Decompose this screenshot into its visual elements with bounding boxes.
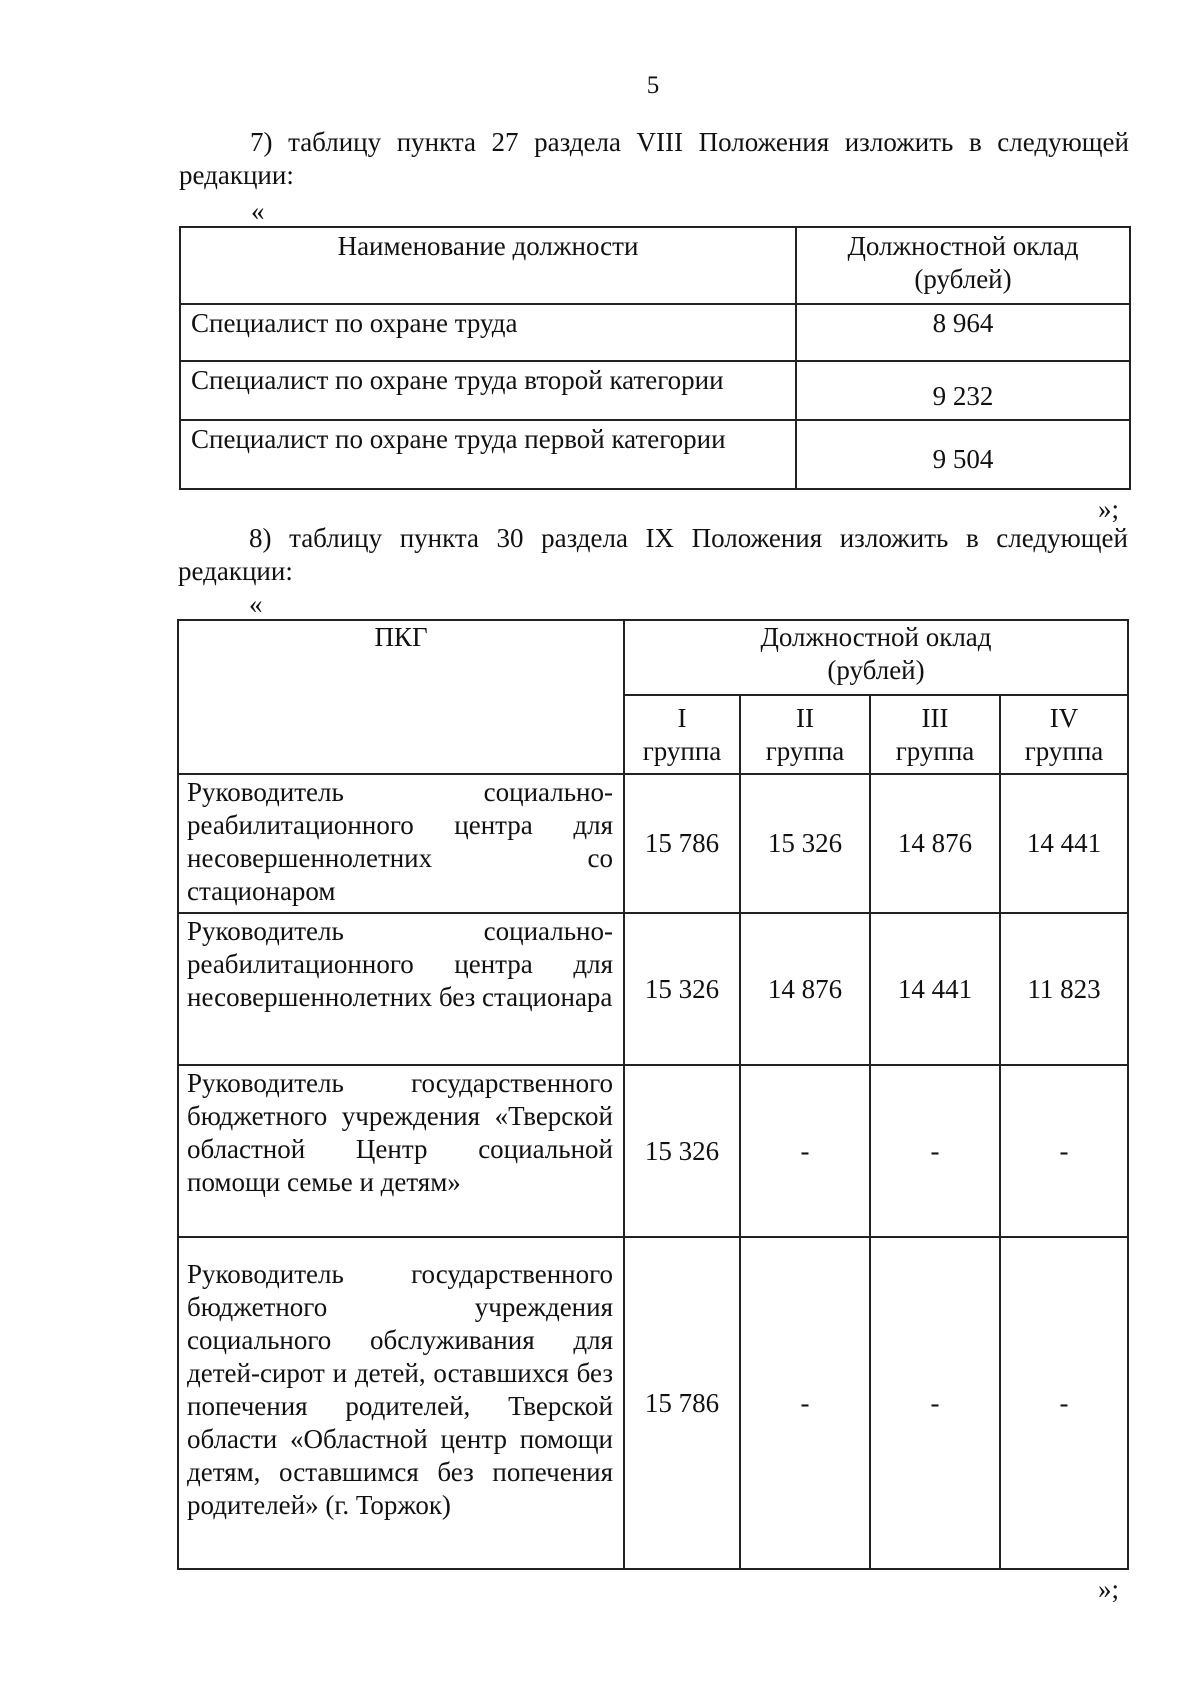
salary-value: - <box>740 1065 870 1237</box>
group-header-3 <box>870 695 1000 774</box>
table-row <box>178 1237 1128 1569</box>
section8-line1: 8) таблицу пункта 30 раздела IX Положения изложить в следующей <box>249 523 1128 553</box>
table-row <box>178 1065 1128 1237</box>
salary-value: 14 876 <box>870 774 1000 913</box>
section7-line2: редакции: <box>179 160 294 190</box>
group-word: группа <box>895 735 975 766</box>
group-word: группа <box>642 735 722 766</box>
salary-value: 15 326 <box>740 774 870 913</box>
table-header-row <box>180 227 1130 304</box>
pkg-salary-table <box>177 619 1129 1570</box>
column-header-salary <box>796 227 1130 304</box>
pkg-name: Руководитель государственного бюджетного учреждения «Тверской областной Центр социальной помощи семье и детям» <box>178 1065 624 1237</box>
page-number: 5 <box>646 72 660 99</box>
table-row <box>180 304 1130 361</box>
salary-value: 15 786 <box>624 774 740 913</box>
table-row <box>178 774 1128 913</box>
group-numeral: IV <box>1049 702 1079 733</box>
section7-line1: 7) таблицу пункта 27 раздела VIII Положения изложить в следующей <box>250 127 1129 157</box>
salary-value: 15 786 <box>624 1237 740 1569</box>
salary-value: 8 964 <box>796 304 1130 361</box>
column-header-pkg: ПКГ <box>178 620 624 774</box>
section7-close-quote: »; <box>1098 494 1120 524</box>
salary-value: 14 441 <box>870 913 1000 1065</box>
table-row <box>178 913 1128 1065</box>
section8-paragraph <box>178 522 1128 588</box>
salary-header-line2: (рублей) <box>914 264 1012 294</box>
group-numeral: III <box>921 702 949 733</box>
salary-value: 9 504 <box>796 420 1130 489</box>
section8-close-quote: »; <box>1098 1574 1120 1604</box>
salary-header-line1: Должностной оклад <box>760 622 992 652</box>
group-header-1 <box>624 695 740 774</box>
salary-value: 15 326 <box>624 913 740 1065</box>
group-header-2 <box>740 695 870 774</box>
table-header-row <box>178 620 1128 695</box>
salary-header-line1: Должностной оклад <box>847 231 1079 261</box>
salary-value: - <box>740 1237 870 1569</box>
position-name: Специалист по охране труда второй категории <box>180 361 796 420</box>
salary-value: - <box>870 1237 1000 1569</box>
group-numeral: I <box>677 702 687 733</box>
table-row <box>180 361 1130 420</box>
section8-line2: редакции: <box>178 556 293 586</box>
salary-value: 15 326 <box>624 1065 740 1237</box>
pkg-name: Руководитель государственного бюджетного учреждения социального обслуживания для детей-сирот и детей, оставшихся без попечения родителей, Тверской области «Областной центр помощи детям, оставшимся без попечения родителей» (г. Торжок) <box>178 1237 624 1569</box>
salary-value: 9 232 <box>796 361 1130 420</box>
position-salary-table <box>179 226 1131 490</box>
section7-open-quote: « <box>251 196 265 226</box>
group-word: группа <box>1024 735 1104 766</box>
pkg-name: Руководитель социально-реабилитационного центра для несовершеннолетних без стационара <box>178 913 624 1065</box>
group-header-4 <box>1000 695 1128 774</box>
position-name: Специалист по охране труда первой категории <box>180 420 796 489</box>
section8-open-quote: « <box>249 589 263 619</box>
section7-paragraph <box>179 126 1129 192</box>
column-header-position: Наименование должности <box>180 227 796 304</box>
group-word: группа <box>765 735 845 766</box>
column-header-salary <box>624 620 1128 695</box>
salary-value: - <box>1000 1237 1128 1569</box>
salary-value: 11 823 <box>1000 913 1128 1065</box>
group-numeral: II <box>796 702 814 733</box>
pkg-name: Руководитель социально-реабилитационного центра для несовершеннолетних со стационаром <box>178 774 624 913</box>
position-name: Специалист по охране труда <box>180 304 796 361</box>
salary-value: - <box>1000 1065 1128 1237</box>
salary-value: 14 441 <box>1000 774 1128 913</box>
salary-value: - <box>870 1065 1000 1237</box>
salary-value: 14 876 <box>740 913 870 1065</box>
salary-header-line2: (рублей) <box>827 655 925 685</box>
table-row <box>180 420 1130 489</box>
